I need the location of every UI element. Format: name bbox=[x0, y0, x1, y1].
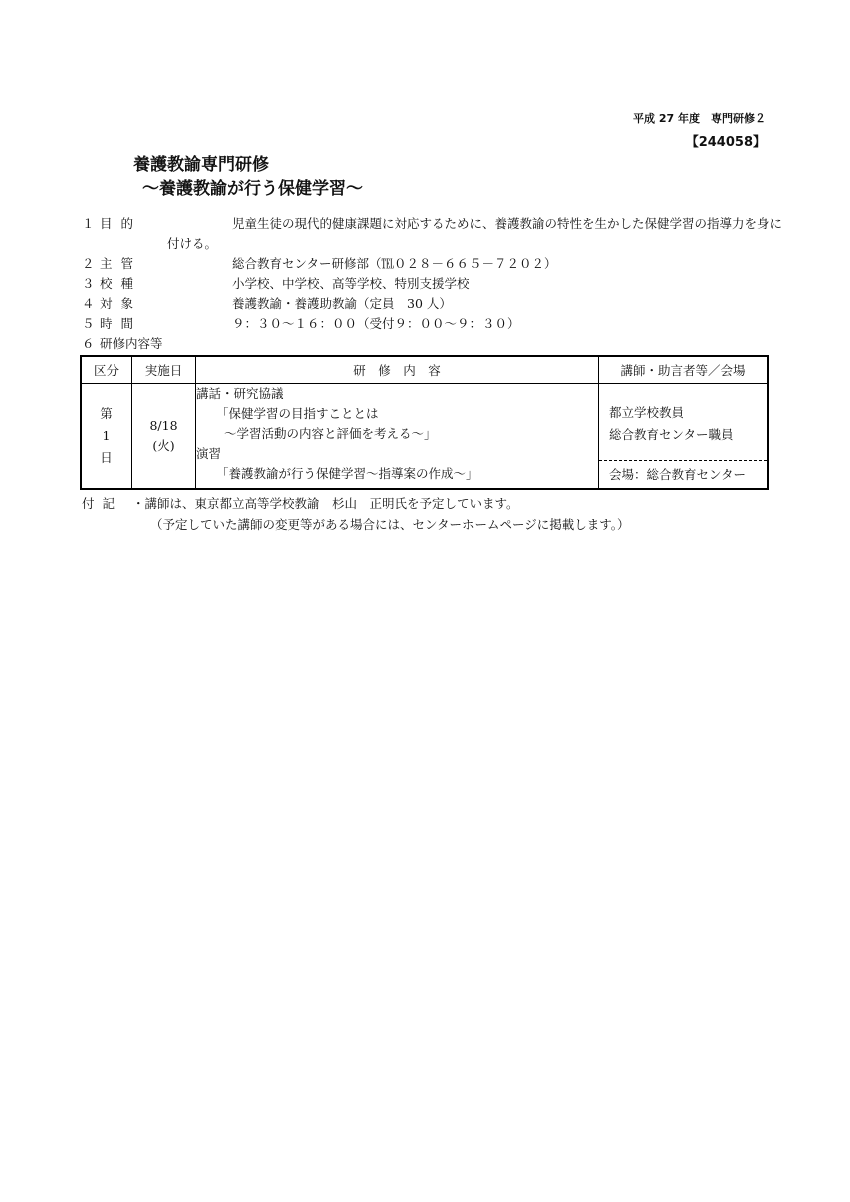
item-text: 児童生徒の現代的健康課題に対応するために、養護教諭の特性を生かした保健学習の指導力を身に bbox=[232, 216, 783, 231]
day-cell: 第 1 日 bbox=[81, 384, 132, 490]
item-number: ５ bbox=[82, 316, 95, 331]
item-number: ６ bbox=[82, 336, 95, 351]
item-number: ４ bbox=[82, 296, 95, 311]
date-cell: 8/18 (火) bbox=[132, 384, 196, 490]
lecturer-line: 都立学校教員 bbox=[609, 405, 685, 420]
header-lecturer: 講師・助言者等／会場 bbox=[599, 356, 769, 384]
lecturer-cell bbox=[599, 384, 769, 490]
item-organizer bbox=[82, 254, 557, 274]
item-label: 研修内容等 bbox=[100, 336, 163, 351]
page-title: 養護教諭専門研修 bbox=[133, 155, 269, 175]
item-text: ９：３０～１６：００（受付９：００～９：３０） bbox=[232, 316, 520, 331]
table-row bbox=[81, 384, 768, 490]
venue: 会場：総合教育センター bbox=[599, 460, 767, 488]
table-header-row bbox=[81, 356, 768, 384]
note-line-1: ・講師は、東京都立高等学校教諭 杉山 正明氏を予定しています。 bbox=[132, 496, 519, 511]
note-line-2: （予定していた講師の変更等がある場合には、センターホームページに掲載します。） bbox=[150, 517, 630, 532]
lecturer-line: 総合教育センター職員 bbox=[609, 427, 734, 442]
header-category: 区分 bbox=[81, 356, 132, 384]
item-number: ２ bbox=[82, 256, 95, 271]
item-number: １ bbox=[82, 216, 95, 231]
item-target bbox=[82, 294, 452, 314]
item-number: ３ bbox=[82, 276, 95, 291]
item-text-continued: 付ける。 bbox=[167, 236, 218, 251]
item-text: 総合教育センター研修部（℡０２８－６６５－７２０２） bbox=[232, 256, 557, 271]
item-label: 目的 bbox=[100, 216, 142, 231]
item-school-type bbox=[82, 274, 470, 294]
header-content: 研 修 内 容 bbox=[196, 356, 599, 384]
item-label: 校種 bbox=[100, 276, 142, 291]
item-label: 対象 bbox=[100, 296, 142, 311]
course-code: 【244058】 bbox=[685, 135, 766, 150]
item-contents-heading bbox=[82, 334, 163, 354]
item-text: 養護教諭・養護助教諭（定員 30 人） bbox=[232, 296, 452, 311]
year-label: 平成 27 年度 専門研修２ bbox=[633, 112, 766, 125]
content-cell: 講話・研究協議 「保健学習の目指すこととは ～学習活動の内容と評価を考える～」 演習 「養護教諭が行う保健学習～指導案の作成～」 bbox=[196, 384, 599, 490]
header-date: 実施日 bbox=[132, 356, 196, 384]
item-time bbox=[82, 314, 520, 334]
note-label: 付記 bbox=[82, 496, 124, 511]
note bbox=[82, 494, 519, 512]
item-purpose bbox=[82, 214, 783, 234]
item-label: 時間 bbox=[100, 316, 142, 331]
page-subtitle: ～養護教諭が行う保健学習～ bbox=[142, 179, 363, 199]
schedule-table bbox=[80, 355, 769, 490]
item-label: 主管 bbox=[100, 256, 142, 271]
item-text: 小学校、中学校、高等学校、特別支援学校 bbox=[232, 276, 470, 291]
